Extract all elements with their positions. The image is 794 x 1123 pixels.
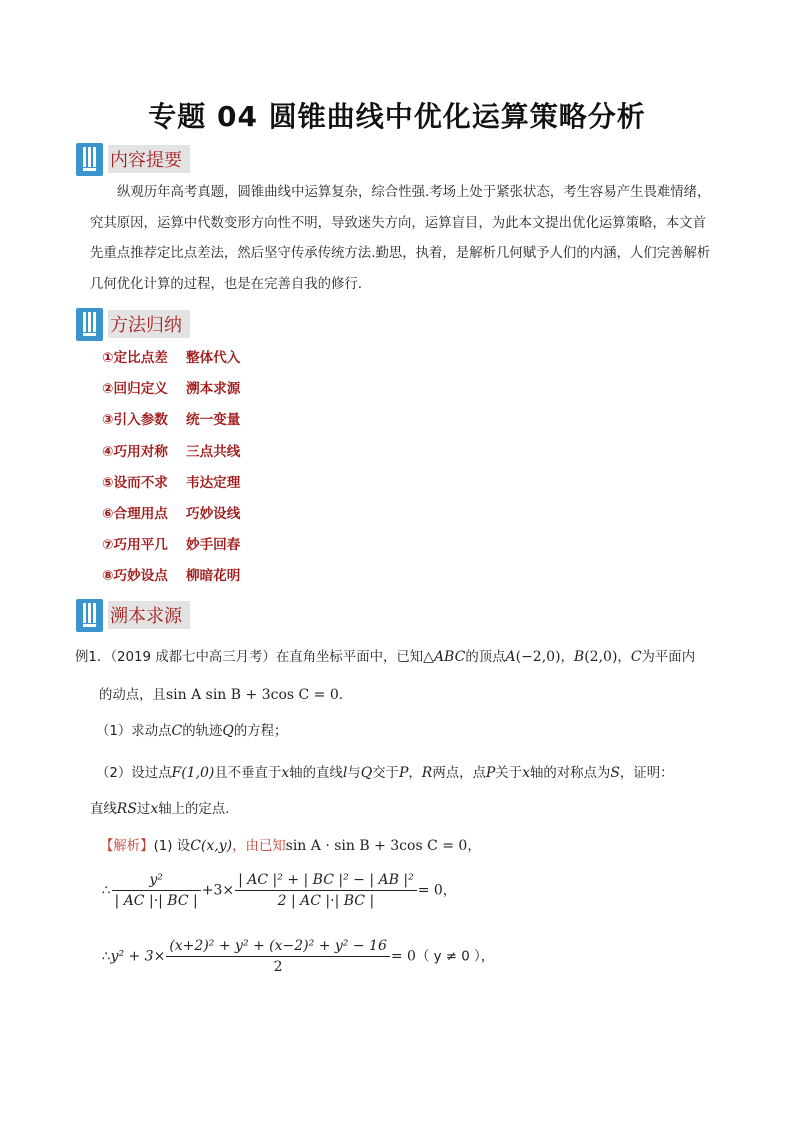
method-item: ③引入参数 统一变量 bbox=[102, 412, 241, 429]
summary-line: 纵观历年高考真题，圆锥曲线中运算复杂，综合性强.考场上处于紧张状态，考生容易产生畏难情绪， bbox=[117, 185, 711, 200]
method-item: ⑦巧用平几 妙手回春 bbox=[102, 537, 241, 554]
section-header-origin bbox=[76, 598, 190, 632]
method-item: ⑧巧妙设点 柳暗花明 bbox=[102, 568, 241, 585]
section-heading: 内容提要 bbox=[108, 145, 190, 173]
section-heading: 方法归纳 bbox=[108, 310, 190, 338]
question-2: （2）设过点F(1,0)且不垂直于x轴的直线l与Q交于P，R两点，点P关于x轴的对称点为S，证明： bbox=[96, 765, 674, 781]
methods-list bbox=[102, 343, 240, 593]
summary-line: 几何优化计算的过程，也是在完善自我的修行. bbox=[90, 276, 363, 292]
solution-tag: 【解析】 bbox=[100, 839, 154, 854]
book-icon bbox=[76, 599, 103, 632]
question-1: （1）求动点C的轨迹Q的方程； bbox=[96, 723, 288, 739]
section-header-summary bbox=[76, 142, 190, 176]
section-header-methods bbox=[76, 307, 190, 341]
fraction: $\frac{\text{y²}}{| AC |\cdot| BC |}$ bbox=[112, 872, 201, 909]
book-icon bbox=[76, 143, 103, 176]
summary-line: 先重点推荐定比点差法，然后坚守传承传统方法.勤思，执着，是解析几何赋予人们的内涵，人们完善解析 bbox=[90, 246, 711, 261]
section-heading: 溯本求源 bbox=[108, 601, 190, 629]
solution-formula-1: ∴ $\frac{\text{y²}}{| AC |\cdot| BC |}$ +3× $\frac{\text{| AC |² + | BC |² − | AB |²}}{2 | AC |\cdot| BC |}$ = 0， bbox=[102, 872, 457, 909]
summary-paragraph bbox=[90, 178, 730, 300]
fraction: $\frac{\text{(x+2)² + y² + (x−2)² + y² − 16}}{2}$ bbox=[166, 938, 390, 975]
summary-line: 究其原因，运算中代数变形方向性不明，导致迷失方向，运算盲目，为此本文提出优化运算策略，本文首 bbox=[90, 215, 706, 231]
question-2-cont: 直线RS过x轴上的定点. bbox=[90, 801, 230, 817]
solution-line-1: 【解析】(1) 设C(x,y)，由已知sin A · sin B + 3cos C = 0， bbox=[100, 838, 481, 854]
example-line-2: 的动点，且sin A sin B + 3cos C = 0. bbox=[99, 687, 344, 703]
example-line-1: 例1．（2019 成都七中高三月考）在直角坐标平面中，已知△ABC的顶点A(−2,0)，B(2,0)，C为平面内 bbox=[75, 649, 696, 665]
method-item: ④巧用对称 三点共线 bbox=[102, 443, 241, 460]
solution-formula-2: ∴y² + 3× $\frac{\text{(x+2)² + y² + (x−2)² + y² − 16}}{2}$ = 0（ y ≠ 0 ）， bbox=[102, 938, 495, 975]
method-item: ②回归定义 溯本求源 bbox=[102, 381, 241, 398]
method-item: ⑤设而不求 韦达定理 bbox=[102, 474, 241, 491]
method-item: ①定比点差 整体代入 bbox=[102, 350, 241, 366]
page-title: 专题 04 圆锥曲线中优化运算策略分析 bbox=[148, 100, 646, 133]
fraction: $\frac{\text{| AC |² + | BC |² − | AB |²}}{2 | AC |\cdot| BC |}$ bbox=[235, 872, 417, 909]
book-icon bbox=[76, 308, 103, 341]
method-item: ⑥合理用点 巧妙设线 bbox=[102, 505, 241, 522]
